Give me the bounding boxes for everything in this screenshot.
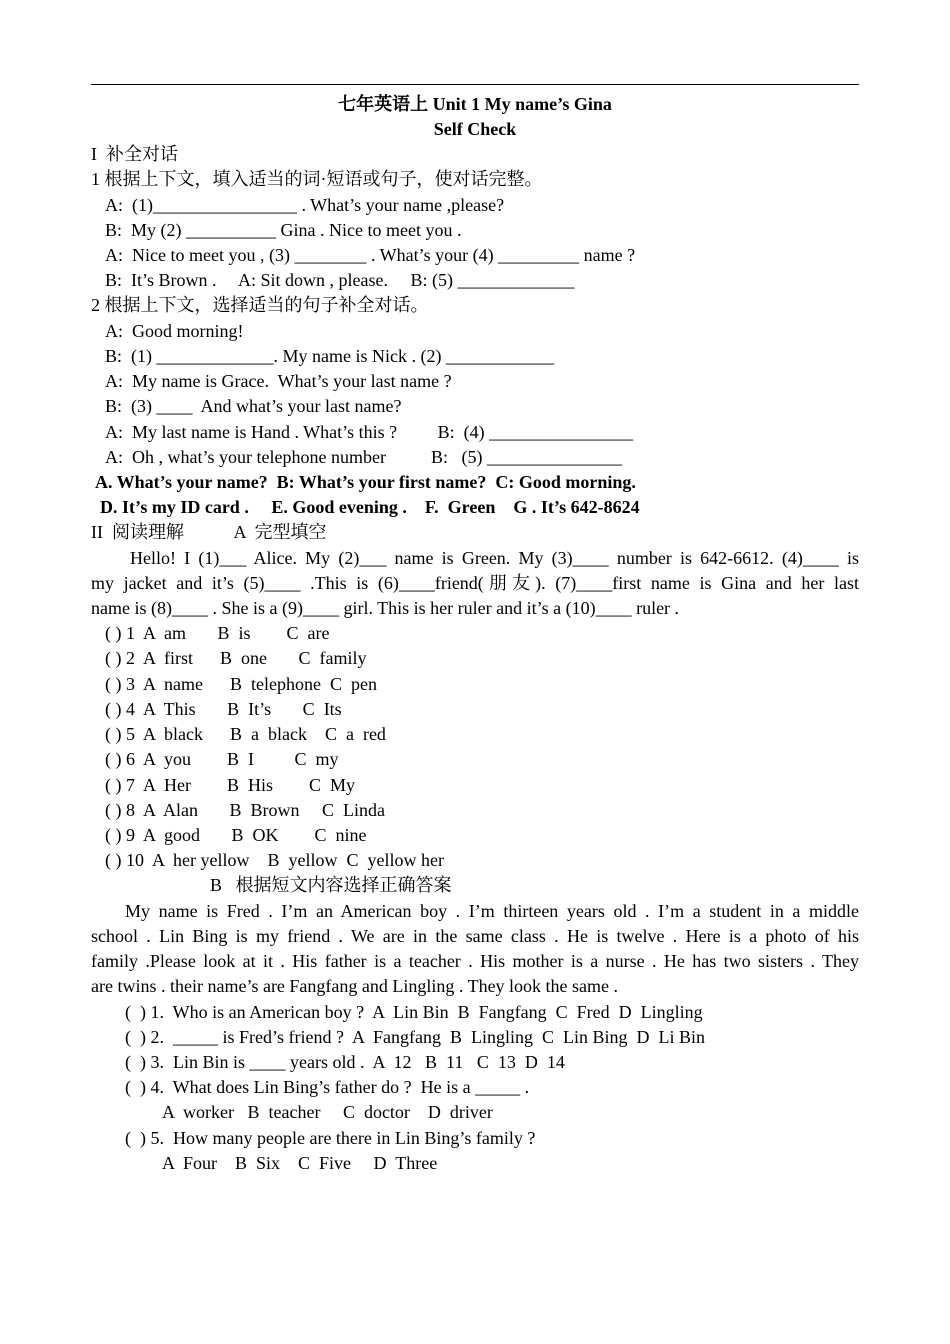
answer-options: A. What’s your name? B: What’s your first name? C: Good morning. bbox=[95, 472, 636, 492]
dialogue-line: A: My name is Grace. What’s your last name ? bbox=[105, 371, 452, 391]
cloze-question: ( ) 5 A black B a black C a red bbox=[105, 724, 386, 744]
reading-question-options: A Four B Six C Five D Three bbox=[162, 1153, 438, 1173]
reading-question: ( ) 4. What does Lin Bing’s father do ? He is a _____ . bbox=[125, 1077, 530, 1097]
reading-question-options: A worker B teacher C doctor D driver bbox=[162, 1102, 493, 1122]
dialogue-line: B: (1) _____________. My name is Nick . (2) ____________ bbox=[105, 346, 554, 366]
cloze-passage-line: my jacket and it’s (5)____ .This is (6)____friend(朋友). (7)____first name is Gina and her last bbox=[91, 573, 859, 593]
reading-heading: B 根据短文内容选择正确答案 bbox=[210, 875, 452, 895]
cloze-question: ( ) 10 A her yellow B yellow C yellow her bbox=[105, 850, 444, 870]
reading-question: ( ) 5. How many people are there in Lin Bing’s family ? bbox=[125, 1128, 536, 1148]
dialogue-line: A: Good morning! bbox=[105, 321, 244, 341]
dialogue-line: A: (1)________________ . What’s your name ,please? bbox=[105, 195, 505, 215]
reading-passage-line: are twins . their name’s are Fangfang and Lingling . They look the same . bbox=[91, 976, 619, 996]
header-rule bbox=[91, 84, 859, 85]
dialogue-line: A: Oh , what’s your telephone number B: (5) _______________ bbox=[105, 447, 622, 467]
reading-passage-line: school . Lin Bing is my friend . We are in the same class . He is twelve . Here is a photo of his bbox=[91, 926, 859, 946]
reading-question: ( ) 1. Who is an American boy ? A Lin Bin B Fangfang C Fred D Lingling bbox=[125, 1002, 703, 1022]
dialogue-line: A: My last name is Hand . What’s this ? B: (4) ________________ bbox=[105, 422, 634, 442]
reading-question: ( ) 3. Lin Bin is ____ years old . A 12 B 11 C 13 D 14 bbox=[125, 1052, 565, 1072]
section-2-heading: II 阅读理解 A 完型填空 bbox=[91, 522, 327, 542]
reading-passage-line: My name is Fred . I’m an American boy . I’m thirteen years old . I’m a student in a middle bbox=[125, 901, 859, 921]
cloze-passage-line: name is (8)____ . She is a (9)____ girl. This is her ruler and it’s a (10)____ ruler . bbox=[91, 598, 680, 618]
reading-passage-line: family .Please look at it . His father is a teacher . His mother is a nurse . He has two sisters . They bbox=[91, 951, 859, 971]
reading-question: ( ) 2. _____ is Fred’s friend ? A Fangfang B Lingling C Lin Bing D Li Bin bbox=[125, 1027, 705, 1047]
cloze-question: ( ) 2 A first B one C family bbox=[105, 648, 367, 668]
section-1-heading: I 补全对话 bbox=[91, 144, 178, 164]
cloze-question: ( ) 6 A you B I C my bbox=[105, 749, 339, 769]
part-2-instruction: 2 根据上下文，选择适当的句子补全对话。 bbox=[91, 295, 429, 315]
cloze-question: ( ) 9 A good B OK C nine bbox=[105, 825, 367, 845]
dialogue-line: A: Nice to meet you , (3) ________ . What’s your (4) _________ name ? bbox=[105, 245, 636, 265]
cloze-question: ( ) 3 A name B telephone C pen bbox=[105, 674, 377, 694]
page-subtitle: Self Check bbox=[433, 119, 517, 139]
cloze-passage-line: Hello! I (1)___ Alice. My (2)___ name is Green. My (3)____ number is 642-6612. (4)____ is bbox=[130, 548, 859, 568]
cloze-question: ( ) 1 A am B is C are bbox=[105, 623, 330, 643]
answer-options: D. It’s my ID card . E. Good evening . F. Green G . It’s 642-8624 bbox=[100, 497, 640, 517]
dialogue-line: B: My (2) __________ Gina . Nice to meet you . bbox=[105, 220, 462, 240]
page-title: 七年英语上 Unit 1 My name’s Gina bbox=[338, 94, 612, 114]
dialogue-line: B: (3) ____ And what’s your last name? bbox=[105, 396, 402, 416]
cloze-question: ( ) 7 A Her B His C My bbox=[105, 775, 356, 795]
dialogue-line: B: It’s Brown . A: Sit down , please. B: (5) _____________ bbox=[105, 270, 575, 290]
cloze-question: ( ) 8 A Alan B Brown C Linda bbox=[105, 800, 385, 820]
part-1-instruction: 1 根据上下文，填入适当的词·短语或句子，使对话完整。 bbox=[91, 169, 543, 189]
cloze-question: ( ) 4 A This B It’s C Its bbox=[105, 699, 342, 719]
